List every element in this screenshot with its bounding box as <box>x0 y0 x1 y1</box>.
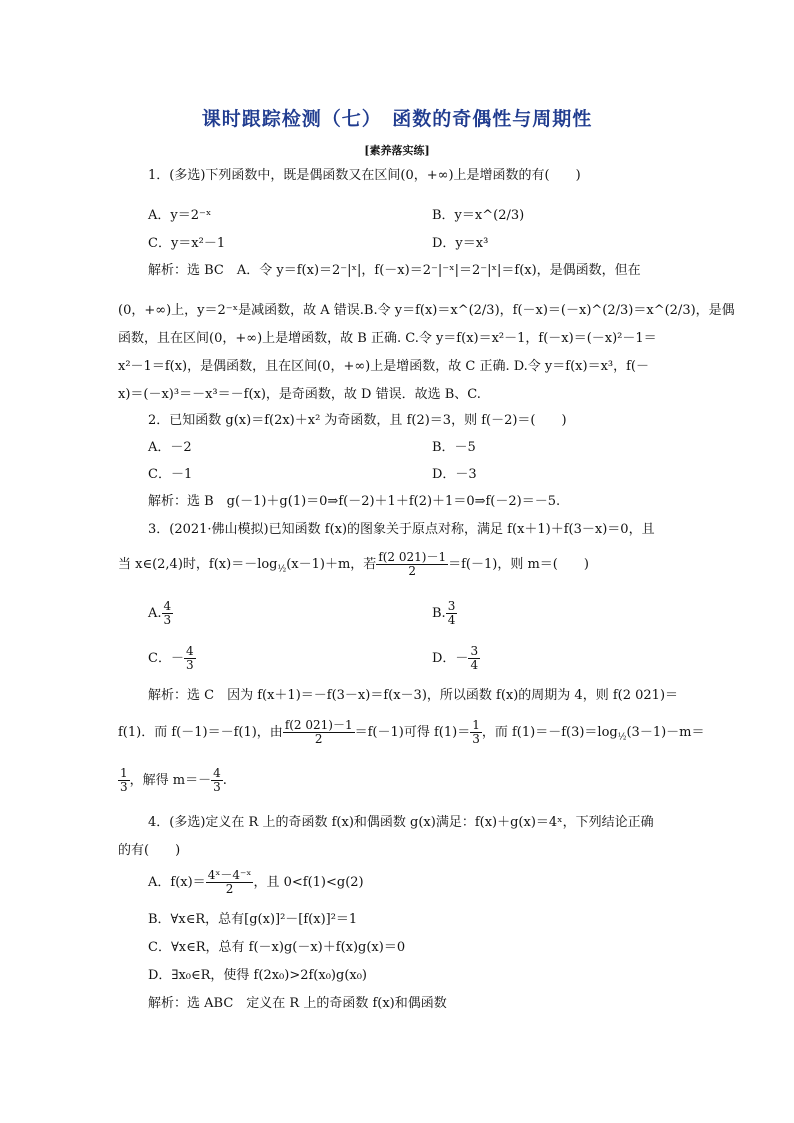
q3-option-c-num: 4 <box>185 644 194 658</box>
q3-option-b-frac <box>446 600 458 627</box>
q3-option-b-den: 4 <box>447 613 456 627</box>
q3-option-a-frac <box>162 600 174 627</box>
q3-stem-line2 <box>118 550 589 585</box>
q4-option-a-num: 4ˣ－4⁻ˣ <box>207 868 252 882</box>
q1-option-a: A．y＝2⁻ˣ <box>148 208 212 223</box>
q1-option-c: C．y＝x²－1 <box>148 236 226 251</box>
q3-option-d-frac <box>468 645 480 672</box>
q3-stem-text-a: 当 x∈(2,4)时，f(x)＝－log <box>118 557 278 572</box>
q3-solution-fraction-2-num: 1 <box>472 718 480 732</box>
q2-option-b: B．－5 <box>432 440 476 455</box>
q3-option-a-num: 4 <box>163 599 172 613</box>
q3-solution-fraction-4-num: 4 <box>213 766 221 780</box>
section-label: [素养落实练] <box>364 144 430 157</box>
q4-option-b: B．∀x∈R，总有[g(x)]²－[f(x)]²＝1 <box>148 912 358 927</box>
q3-solution-text-a: f(1)．而 f(－1)＝－f(1)，由 <box>118 725 283 740</box>
q3-option-a-den: 3 <box>163 613 172 627</box>
q3-option-d-den: 4 <box>470 658 479 672</box>
q3-stem-text-b: (x－1)＋m，若 <box>286 557 377 572</box>
q3-solution-line3 <box>118 766 227 796</box>
q3-fraction-den: 2 <box>408 564 417 578</box>
q3-solution-text-b: ＝f(－1)可得 f(1)＝ <box>354 725 471 740</box>
q1-option-d: D．y＝x³ <box>432 236 489 251</box>
q4-option-d: D．∃x₀∈R，使得 f(2x₀)>2f(x₀)g(x₀) <box>148 968 368 983</box>
q4-option-a-frac <box>206 869 254 896</box>
q1-solution-line1: 解析：选 BC A．令 y＝f(x)＝2⁻|ˣ|，f(－x)＝2⁻|⁻ˣ|＝2⁻|ˣ|＝f(x)，是偶函数，但在 <box>148 263 641 278</box>
q4-solution: 解析：选 ABC 定义在 R 上的奇函数 f(x)和偶函数 <box>148 996 447 1011</box>
q3-stem-line1: 3．(2021·佛山模拟)已知函数 f(x)的图象关于原点对称，满足 f(x＋1)＋f(3－x)＝0，且 <box>148 522 655 537</box>
q3-solution-fraction-3-num: 1 <box>120 766 128 780</box>
q3-option-c-frac <box>184 645 196 672</box>
q1-solution-line2: (0，+∞)上，y＝2⁻ˣ是减函数，故 A 错误.B.令 y＝f(x)＝x^(2/3)，f(－x)＝(－x)^(2/3)＝x^(2/3)，是偶 <box>118 303 735 318</box>
q3-stem-text-c: ＝f(－1)，则 m＝( ) <box>448 557 589 572</box>
q4-option-a-text-b: ，且 0<f(1)<g(2) <box>253 875 364 890</box>
q3-option-c <box>148 645 196 672</box>
q4-option-a-den: 2 <box>225 882 234 896</box>
q3-fraction <box>376 551 448 578</box>
q4-stem-line1: 4．(多选)定义在 R 上的奇函数 f(x)和偶函数 g(x)满足：f(x)＋g(x)＝4ˣ，下列结论正确 <box>148 815 654 830</box>
q1-option-b: B．y＝x^(2/3) <box>432 208 525 223</box>
q3-solution-fraction-num: f(2 021)－1 <box>284 718 353 732</box>
q3-option-b-num: 3 <box>447 599 456 613</box>
q3-option-c-label: C．－ <box>148 651 184 666</box>
q3-solution-fraction <box>283 719 355 746</box>
q4-option-a <box>148 868 364 898</box>
q3-option-d-num: 3 <box>470 644 479 658</box>
q1-stem: 1．(多选)下列函数中，既是偶函数又在区间(0，+∞)上是增函数的有( ) <box>148 168 581 183</box>
q3-solution-text-d: (3－1)－m＝ <box>626 725 705 740</box>
q4-stem-line2: 的有( ) <box>118 843 181 858</box>
page-title: 课时跟踪检测（七） 函数的奇偶性与周期性 <box>201 108 593 130</box>
q2-option-c: C．－1 <box>148 467 193 482</box>
q3-solution-fraction-2 <box>470 719 482 746</box>
q4-option-c: C．∀x∈R，总有 f(－x)g(－x)＋f(x)g(x)＝0 <box>148 940 406 955</box>
q2-option-a: A．－2 <box>148 440 192 455</box>
q3-solution-text-c: ，而 f(1)＝－f(3)＝log <box>481 725 618 740</box>
q2-stem: 2．已知函数 g(x)＝f(2x)＋x² 为奇函数，且 f(2)＝3，则 f(－2)＝( ) <box>148 413 567 428</box>
q3-solution-fraction-3 <box>118 767 130 794</box>
q2-solution: 解析：选 B g(－1)＋g(1)＝0⇒f(－2)＋1＋f(2)＋1＝0⇒f(－2)＝－5. <box>148 494 561 509</box>
q3-option-c-den: 3 <box>185 658 194 672</box>
q3-option-a-label: A. <box>148 606 162 621</box>
q1-solution-line5: x)＝(－x)³＝－x³＝－f(x)，是奇函数，故 D 错误．故选 B、C. <box>118 387 481 402</box>
q3-solution-text-e: ，解得 m＝－ <box>129 773 212 788</box>
q3-solution-log-base: ½ <box>617 732 627 743</box>
q3-fraction-num: f(2 021)－1 <box>378 550 447 564</box>
q4-option-a-text: A．f(x)＝ <box>148 875 206 890</box>
q3-log-base: ½ <box>277 564 287 575</box>
q3-solution-line1: 解析：选 C 因为 f(x＋1)＝－f(3－x)＝f(x－3)，所以函数 f(x)的周期为 4，则 f(2 021)＝ <box>148 688 679 703</box>
q3-solution-fraction-den: 2 <box>314 732 323 746</box>
q1-solution-line3: 函数，且在区间(0，+∞)上是增函数，故 B 正确. C.令 y＝f(x)＝x²－1，f(－x)＝(－x)²－1＝ <box>118 331 657 346</box>
q3-solution-line2 <box>118 718 705 753</box>
q3-option-d-label: D．－ <box>432 651 469 666</box>
q3-option-b <box>432 600 457 627</box>
q3-solution-fraction-3-den: 3 <box>120 780 128 794</box>
q3-option-b-label: B. <box>432 606 446 621</box>
q2-option-d: D．－3 <box>432 467 477 482</box>
q3-solution-text-end: . <box>222 773 227 788</box>
q3-option-a <box>148 600 173 627</box>
q3-option-d <box>432 645 480 672</box>
q3-solution-fraction-2-den: 3 <box>472 732 480 746</box>
q3-solution-fraction-4 <box>211 767 223 794</box>
q1-solution-line4: x²－1＝f(x)，是偶函数，且在区间(0，+∞)上是增函数，故 C 正确. D.令 y＝f(x)＝x³，f(－ <box>118 359 649 374</box>
q3-solution-fraction-4-den: 3 <box>213 780 221 794</box>
